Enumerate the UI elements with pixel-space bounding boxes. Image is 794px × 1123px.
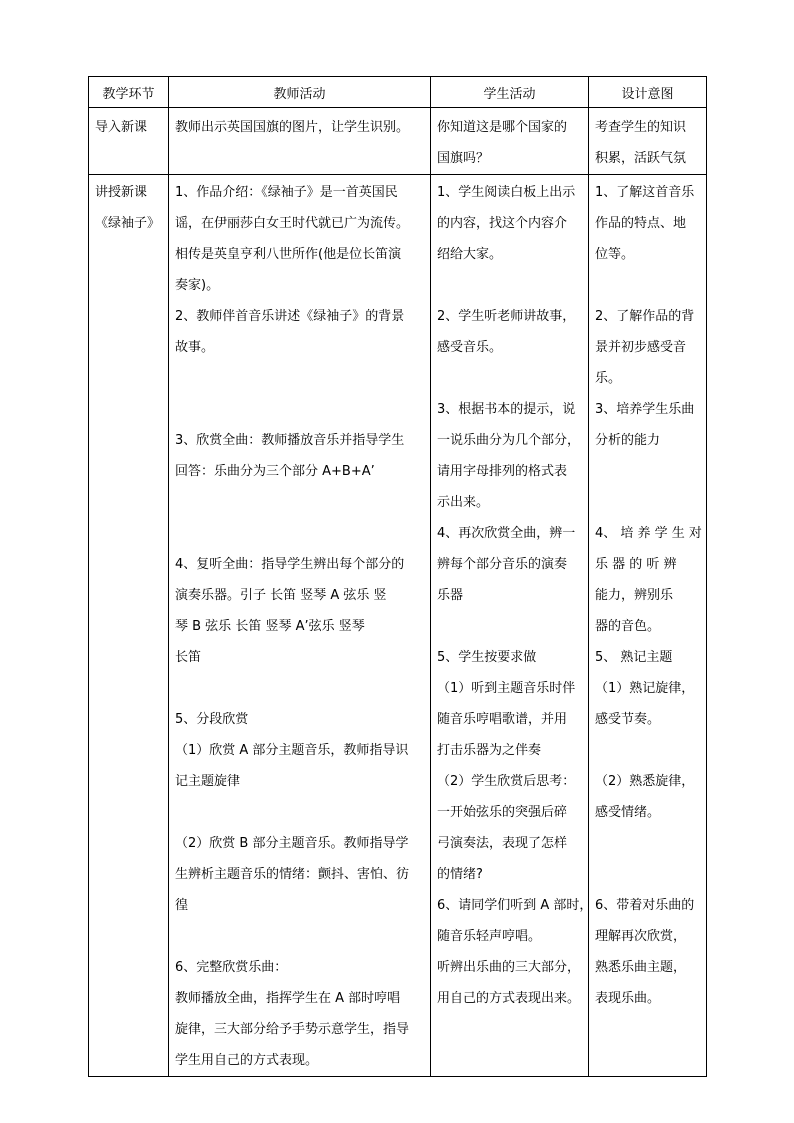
header-design-intent: 设计意图 (589, 77, 707, 108)
intent-s6-line: 6、带着对乐曲的 (595, 898, 695, 913)
lesson-plan-table (88, 76, 707, 1077)
student-s6-line: 用自己的方式表现出来。 (437, 991, 581, 1006)
teacher-s3-line: 3、欣赏全曲：教师播放音乐并指导学生 (175, 433, 405, 448)
student-s6-line: 6、请同学们听到 A 部时， (437, 898, 593, 913)
student-s5-line: 5、学生按要求做 (437, 650, 537, 665)
student-s1-line: 1、学生阅读白板上出示 (437, 185, 576, 200)
student-s1-line: 绍给大家。 (437, 247, 503, 262)
intent-s5-line: 感受节奏。 (595, 712, 661, 727)
student-s6-line: 听辨出乐曲的三大部分， (437, 960, 581, 975)
student-s3-line: 请用字母排列的格式表 (437, 464, 568, 479)
intent-s5-line: 感受情绪。 (595, 805, 661, 820)
teacher-s6-line: 学生用自己的方式表现。 (175, 1053, 319, 1068)
student-s4-line: 辨每个部分音乐的演奏 (437, 557, 568, 572)
student-s3-line: 示出来。 (437, 495, 490, 510)
header-row (89, 77, 707, 108)
intro-student-cell (431, 108, 589, 175)
teach-student-cell (431, 175, 593, 1077)
teacher-s4-line: 琴 B 弦乐 长笛 竖琴 A’弦乐 竖琴 (175, 619, 365, 634)
teacher-s4-line: 4、复听全曲：指导学生辨出每个部分的 (175, 557, 405, 572)
intent-s2-line: 乐。 (595, 371, 622, 386)
teacher-s4-line: 长笛 (175, 650, 202, 665)
teacher-s5-line: 记主题旋律 (175, 774, 241, 789)
intent-s5-line: （2）熟悉旋律， (595, 774, 695, 789)
header-teacher-activity: 教师活动 (169, 77, 431, 108)
teacher-s6-line: 旋律，三大部分给予手势示意学生，指导 (175, 1022, 410, 1037)
teach-stage-line: 讲授新课 (95, 185, 148, 200)
teacher-s3-line: 回答：乐曲分为三个部分 A+B+A’ (175, 464, 375, 479)
teacher-s5b-line: 生辨析主题音乐的情绪：颤抖、害怕、彷 (175, 867, 410, 882)
intro-teacher-cell (169, 108, 431, 175)
student-s6-line: 随音乐轻声哼唱。 (437, 929, 542, 944)
teacher-s5-line: 5、分段欣赏 (175, 712, 249, 727)
teacher-s6-line: 6、完整欣赏乐曲： (175, 960, 288, 975)
teach-teacher-cell (169, 175, 431, 1077)
teacher-s2-line: 2、教师伴首音乐讲述《绿袖子》的背景 (175, 309, 405, 324)
student-s2-line: 2、学生听老师讲故事， (437, 309, 576, 324)
teacher-s1-line: 谣，在伊丽莎白女王时代就已广为流传。 (175, 216, 410, 231)
student-s5-line: 弓演奏法，表现了怎样 (437, 836, 568, 851)
intent-s5-line: （1）熟记旋律， (595, 681, 695, 696)
student-s2-line: 感受音乐。 (437, 340, 503, 355)
intent-s6-line: 熟悉乐曲主题， (595, 960, 687, 975)
teacher-s5b-line: （2）欣赏 B 部分主题音乐。教师指导学 (175, 836, 409, 851)
intent-s2-line: 2、了解作品的背 (595, 309, 695, 324)
teacher-s1-line: 奏家)。 (175, 278, 220, 293)
teacher-s1-line: 1、作品介绍：《绿袖子》是一首英国民 (175, 185, 398, 200)
teacher-s4-line: 演奏乐器。引子 长笛 竖琴 A 弦乐 竖 (175, 588, 387, 603)
student-s5-line: （2）学生欣赏后思考： (437, 774, 576, 789)
teach-stage-title: 《绿袖子》 (95, 216, 161, 231)
teacher-s1-line: 相传是英皇亨利八世所作(他是位长笛演 (175, 247, 402, 262)
teach-row (89, 175, 707, 1077)
intro-student-line: 你知道这是哪个国家的 (437, 120, 568, 135)
header-stage: 教学环节 (89, 77, 169, 108)
intro-intent-line: 积累，活跃气氛 (595, 151, 687, 166)
intent-s6-line: 理解再次欣赏， (595, 929, 687, 944)
teacher-s6-line: 教师播放全曲，指挥学生在 A 部时哼唱 (175, 991, 401, 1006)
teacher-s2-line: 故事。 (175, 340, 215, 355)
intent-s1-line: 位等。 (595, 247, 635, 262)
intro-stage: 导入新课 (95, 120, 148, 135)
teacher-s5b-line: 徨 (175, 898, 189, 913)
teacher-s5-line: （1）欣赏 A 部分主题音乐，教师指导识 (175, 743, 409, 758)
student-s5-line: （1）听到主题音乐时伴 (437, 681, 576, 696)
intent-s1-line: 1、了解这首音乐 (595, 185, 695, 200)
intent-s4-line: 能力，辨别乐 (595, 588, 674, 603)
student-s5-line: 的情绪? (437, 867, 483, 882)
teach-intent-cell (589, 175, 707, 1077)
intent-s4-line: 乐 器 的 听 辨 (595, 557, 677, 572)
intent-s4-line: 4、 培 养 学 生 对 (595, 526, 702, 541)
student-s1-line: 的内容，找这个内容介 (437, 216, 568, 231)
student-s3-line: 一说乐曲分为几个部分， (437, 433, 581, 448)
intro-student-line: 国旗吗？ (437, 151, 490, 166)
intent-s3-line: 分析的能力 (595, 433, 661, 448)
student-s4-line: 乐器 (437, 588, 464, 603)
intro-row (89, 108, 707, 175)
student-s4-line: 4、再次欣赏全曲，辨一 (437, 526, 576, 541)
student-s5-line: 随音乐哼唱歌谱，并用 (437, 712, 568, 727)
intent-s1-line: 作品的特点、地 (595, 216, 687, 231)
header-student-activity: 学生活动 (431, 77, 589, 108)
student-s3-line: 3、根据书本的提示，说 (437, 402, 576, 417)
student-s5-line: 打击乐器为之伴奏 (437, 743, 542, 758)
intro-intent-cell (589, 108, 707, 175)
intent-s2-line: 景并初步感受音 (595, 340, 687, 355)
intro-intent-line: 考查学生的知识 (595, 120, 687, 135)
intent-s6-line: 表现乐曲。 (595, 991, 661, 1006)
intent-s3-line: 3、培养学生乐曲 (595, 402, 695, 417)
teach-stage-cell (89, 175, 169, 1077)
intro-stage-cell (89, 108, 169, 175)
intent-s4-line: 器的音色。 (595, 619, 661, 634)
intent-s5-line: 5、 熟记主题 (595, 650, 673, 665)
student-s5-line: 一开始弦乐的突强后碎 (437, 805, 568, 820)
intro-teacher-line: 教师出示英国国旗的图片，让学生识别。 (175, 120, 410, 135)
